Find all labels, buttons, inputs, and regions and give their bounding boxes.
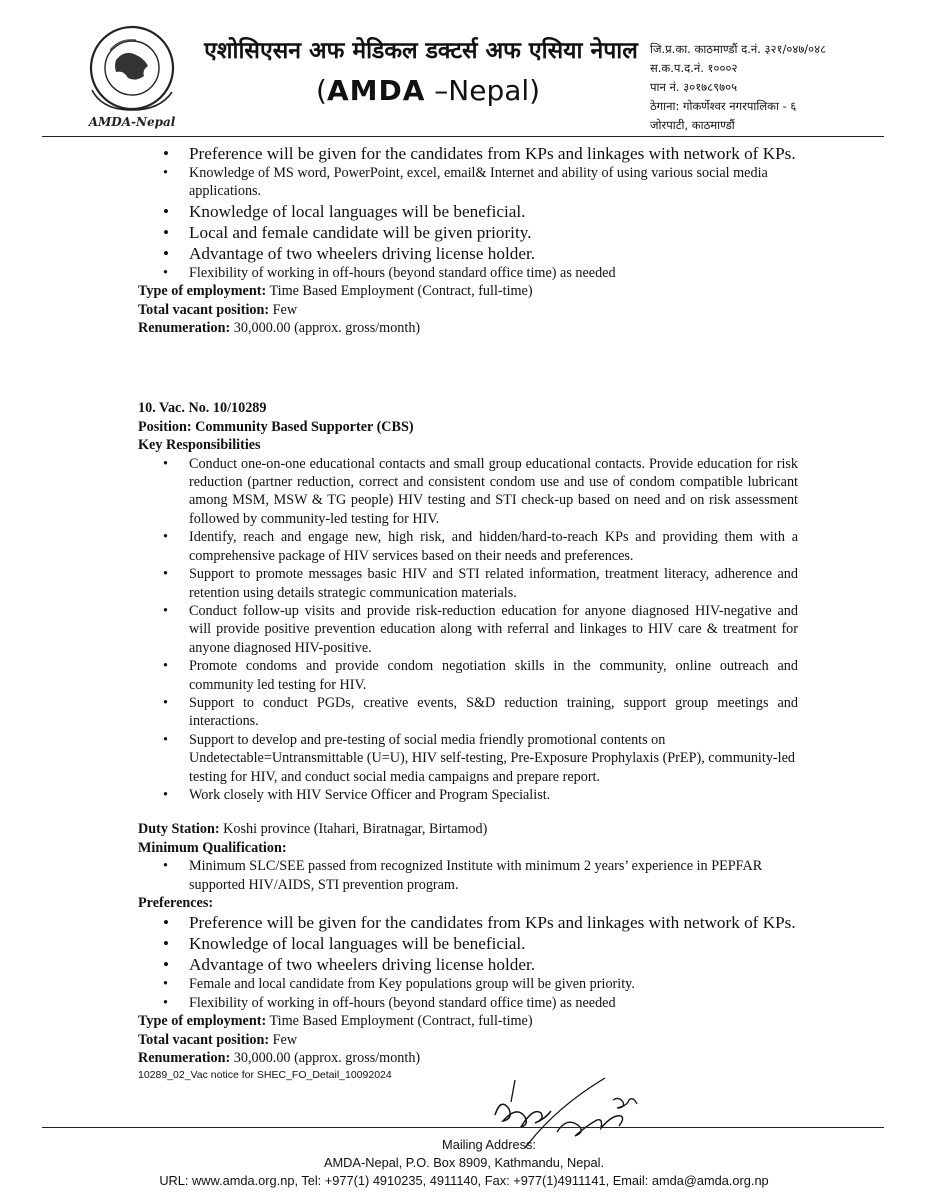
- list-item: • Knowledge of local languages will be beneficial.: [138, 201, 798, 222]
- preferences-list: [138, 912, 798, 1012]
- list-item: • Support to promote messages basic HIV and STI related information, treatment literacy, adherence and retention using details strategic communication materials.: [138, 565, 798, 602]
- min-qualification-list: [138, 857, 798, 894]
- list-item: • Support to develop and pre-testing of social media friendly promotional contents on Undetectable=Untransmittable (U=U), HIV self-testing, Pre-Exposure Prophylaxis (PrEP), community-led testing for HIV, and conduct social media campaigns and prepare report.: [138, 731, 798, 786]
- list-item: • Knowledge of local languages will be beneficial.: [138, 933, 798, 954]
- field-value: 30,000.00 (approx. gross/month): [230, 1050, 421, 1067]
- list-item: • Female and local candidate from Key populations group will be given priority.: [138, 975, 798, 993]
- list-item: • Conduct one-on-one educational contacts and small group educational contacts. Provide education for risk reduction (partner reduction, correct and consistent condom use and use of condom compatible lubricant among MSM, MSW & TG people) HIV testing and STI check-up based on need and on risk assessment followed by community-led testing for HIV.: [138, 455, 798, 529]
- preferences-heading: Preferences:: [138, 895, 214, 911]
- page-footer: [0, 1136, 928, 1190]
- logo-wordmark: AMDA-Nepal: [88, 115, 176, 129]
- field-label: Total vacant position:: [138, 301, 270, 318]
- subtitle-brand: AMDA: [326, 74, 426, 107]
- list-item: • Work closely with HIV Service Officer and Program Specialist.: [138, 786, 798, 804]
- list-item: • Identify, reach and engage new, high risk, and hidden/hard-to-reach KPs and providing them with a comprehensive package of HIV services based on their needs and preferences.: [138, 528, 798, 565]
- list-item: • Preference will be given for the candidates from KPs and linkages with network of KPs.: [138, 912, 798, 933]
- registration-block: [650, 40, 826, 135]
- prev-remuneration: [138, 319, 798, 337]
- field-value: Time Based Employment (Contract, full-time): [266, 1013, 533, 1030]
- vacancy-number: 10. Vac. No. 10/10289: [138, 400, 267, 417]
- org-title-nepali: एशोसिएसन अफ मेडिकल डक्टर्स अफ एसिया नेपाल: [204, 38, 638, 64]
- list-item: • Support to conduct PGDs, creative events, S&D reduction training, support group meetings and interactions.: [138, 694, 798, 731]
- vacant-positions: [138, 1031, 798, 1049]
- duty-station: [138, 820, 798, 838]
- org-subtitle: [316, 74, 540, 108]
- employment-type: [138, 1012, 798, 1030]
- field-value: Few: [269, 301, 298, 318]
- list-item: • Conduct follow-up visits and provide risk-reduction education for anyone diagnosed HIV-negative and will provide positive prevention education along with referral and linkages to HIV care & treatment for anyone diagnosed HIV-positive.: [138, 602, 798, 657]
- header-divider: [42, 136, 884, 137]
- contact-line: URL: www.amda.org.np, Tel: +977(1) 4910235, 4911140, Fax: +977(1)4911141, Email: amda@amda.org.np: [159, 1173, 769, 1188]
- field-label: Total vacant position:: [138, 1031, 270, 1048]
- list-item: • Preference will be given for the candidates from KPs and linkages with network of KPs.: [138, 143, 798, 164]
- field-label: Renumeration:: [138, 1050, 231, 1067]
- list-item: • Advantage of two wheelers driving license holder.: [138, 954, 798, 975]
- field-label: Renumeration:: [138, 320, 231, 337]
- field-label: Duty Station:: [138, 821, 220, 838]
- prev-preferences-list: [138, 143, 798, 282]
- field-value: 30,000.00 (approx. gross/month): [230, 320, 421, 337]
- vacancy-position: Position: Community Based Supporter (CBS): [138, 418, 414, 435]
- registration-line: पान नं. ३०१७८९७०५: [650, 80, 738, 94]
- amda-logo: [74, 20, 194, 135]
- prev-vacant-positions: [138, 301, 798, 319]
- field-label: Type of employment:: [138, 1013, 267, 1030]
- list-item: • Promote condoms and provide condom negotiation skills in the community, online outreach and community led testing for HIV.: [138, 657, 798, 694]
- mailing-address-label: Mailing Address:: [442, 1137, 536, 1152]
- responsibilities-list: [138, 455, 798, 805]
- registration-line: ठेगाना: गोकर्णेश्वर नगरपालिका - ६: [650, 99, 797, 113]
- min-qualification-heading: Minimum Qualification:: [138, 839, 287, 856]
- remuneration: [138, 1049, 798, 1067]
- field-label: Type of employment:: [138, 283, 267, 300]
- postal-address: AMDA-Nepal, P.O. Box 8909, Kathmandu, Nepal.: [323, 1155, 605, 1170]
- field-value: Time Based Employment (Contract, full-time): [266, 283, 533, 300]
- subtitle-prefix: (: [316, 74, 327, 107]
- subtitle-rest: –Nepal): [425, 74, 541, 107]
- list-item: • Knowledge of MS word, PowerPoint, excel, email& Internet and ability of using various social media applications.: [138, 164, 798, 201]
- list-item: • Advantage of two wheelers driving license holder.: [138, 243, 798, 264]
- field-value: Koshi province (Itahari, Biratnagar, Birtamod): [219, 821, 488, 838]
- document-body: [138, 143, 798, 1083]
- key-responsibilities-heading: Key Responsibilities: [138, 437, 261, 454]
- registration-line: जि.प्र.का. काठमाण्डौं द.नं. ३२१/०४७/०४८: [650, 42, 827, 56]
- document-reference: 10289_02_Vac notice for SHEC_FO_Detail_10092024: [138, 1069, 392, 1082]
- field-value: Few: [269, 1031, 298, 1048]
- list-item: • Flexibility of working in off-hours (beyond standard office time) as needed: [138, 264, 798, 282]
- registration-line: जोरपाटी, काठमाण्डौं: [650, 118, 735, 132]
- list-item: • Minimum SLC/SEE passed from recognized Institute with minimum 2 years’ experience in PEPFAR supported HIV/AIDS, STI prevention program.: [138, 857, 798, 894]
- registration-line: स.क.प.द.नं. १०००२: [650, 61, 738, 75]
- list-item: • Flexibility of working in off-hours (beyond standard office time) as needed: [138, 994, 798, 1012]
- prev-employment-type: [138, 282, 798, 300]
- footer-divider: [42, 1127, 884, 1128]
- list-item: • Local and female candidate will be given priority.: [138, 222, 798, 243]
